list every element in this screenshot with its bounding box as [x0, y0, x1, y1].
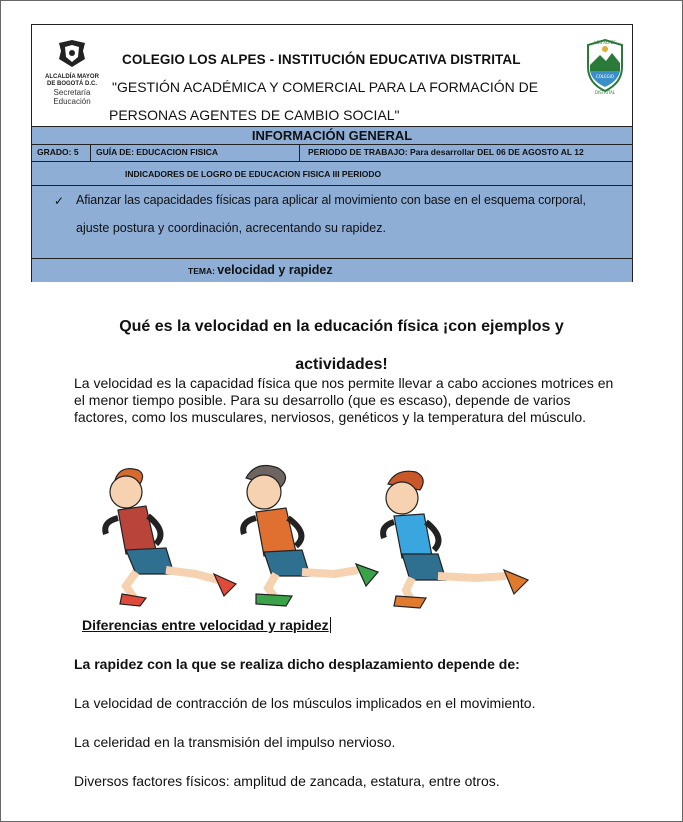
- shield-icon: [582, 37, 628, 95]
- periodo-cell: PERIODO DE TRABAJO: Para desarrollar DEL 06 DE AGOSTO AL 12: [308, 147, 584, 157]
- running-children-illustration: [96, 462, 546, 617]
- factor-item: La celeridad en la transmisión del impulso nervioso.: [74, 734, 396, 750]
- shield-text: DISTRITAL: [594, 90, 616, 95]
- article-heading-line-1: Qué es la velocidad en la educación física ¡con ejemplos y: [119, 318, 564, 335]
- school-shield-logo: [582, 37, 628, 100]
- logo-line: ALCALDÍA MAYOR: [45, 74, 99, 80]
- logo-sub-line: Secretaría: [53, 88, 91, 97]
- objective-line-1: Afianzar las capacidades físicas para aplicar al movimiento con base en el esquema corporal,: [76, 193, 586, 207]
- logo-sub-line: Educación: [53, 97, 91, 106]
- tema-label: TEMA:: [188, 266, 218, 276]
- document-header: [31, 24, 633, 282]
- indicadores-heading: INDICADORES DE LOGRO DE EDUCACION FISICA III PERIODO: [32, 161, 632, 185]
- differences-subheading: Diferencias entre velocidad y rapidez: [82, 617, 329, 633]
- checkmark-icon: ✓: [54, 194, 65, 208]
- runner-1: [105, 469, 236, 606]
- logo-line: DE BOGOTÁ D.C.: [46, 81, 97, 87]
- factor-item: Diversos factores físicos: amplitud de zancada, estatura, entre otros.: [74, 773, 500, 789]
- intro-paragraph: La velocidad es la capacidad física que nos permite llevar a cabo acciones motrices en el menor tiempo posible. Para su desarrollo (que es escaso), depende de varios factores, como los musculares, nerviosos, genéticos y la temperatura del músculo.: [74, 375, 614, 425]
- info-row: [32, 144, 632, 161]
- motto-line-2: PERSONAS AGENTES DE CAMBIO SOCIAL": [109, 107, 400, 123]
- runner-3: [383, 471, 528, 608]
- article-heading-line-2: actividades!: [295, 356, 388, 373]
- objective-line-2: ajuste postura y coordinación, acrecentando su rapidez.: [76, 221, 386, 235]
- tema-row: [32, 258, 632, 282]
- motto-line-1: "GESTIÓN ACADÉMICA Y COMERCIAL PARA LA FORMACIÓN DE: [112, 79, 539, 95]
- objective-block: [32, 185, 632, 258]
- info-title: INFORMACIÓN GENERAL: [32, 126, 632, 144]
- school-name: COLEGIO LOS ALPES - INSTITUCIÓN EDUCATIVA DISTRITAL: [122, 52, 521, 67]
- grado-cell: GRADO: 5: [32, 145, 91, 161]
- runner-2: [243, 466, 378, 606]
- factor-item: La velocidad de contracción de los músculos implicados en el movimiento.: [74, 695, 536, 711]
- depends-on-heading: La rapidez con la que se realiza dicho desplazamiento depende de:: [74, 656, 520, 672]
- tema-value: velocidad y rapidez: [217, 263, 333, 277]
- guia-cell: GUÍA DE: EDUCACION FISICA: [91, 145, 300, 161]
- coat-of-arms-icon: [55, 39, 89, 69]
- shield-text: LOS ALPES: [594, 40, 616, 45]
- shield-text: COLEGIO: [595, 74, 615, 79]
- bogota-logo: [40, 39, 104, 106]
